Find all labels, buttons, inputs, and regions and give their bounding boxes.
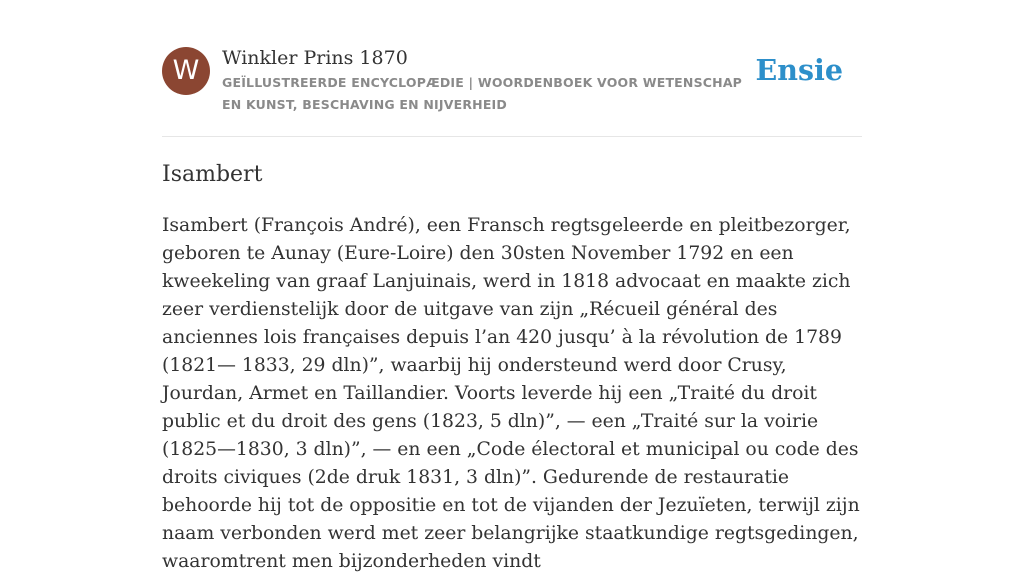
- source-subtitle: GEÏLLUSTREERDE ENCYCLOPÆDIE | WOORDENBOEK VOOR WETENSCHAP EN KUNST, BESCHAVING EN NIJVERHEID: [222, 75, 743, 112]
- source-header: [162, 46, 862, 137]
- entry-title: Isambert: [162, 162, 263, 187]
- ensie-logo[interactable]: Ensie: [755, 53, 843, 87]
- source-title[interactable]: Winkler Prins 1870: [222, 47, 408, 69]
- source-avatar[interactable]: W: [162, 47, 210, 95]
- entry-body: Isambert (François André), een Fransch regtsgeleerde en pleitbezorger, geboren te Aunay (Eure-Loire) den 30sten November 1792 en een kweekeling van graaf Lanjuinais, werd in 1818 advocaat en maakte zich zeer verdienstelijk door de uitgave van zijn „Récueil général des anciennes lois françaises depuis l’an 420 jusqu’ à la révolution de 1789 (1821— 1833, 29 dln)”, waarbij hij ondersteund werd door Crusy, Jourdan, Armet en Taillandier. Voorts leverde hij een „Traité du droit public et du droit des gens (1823, 5 dln)”, — een „Traité sur la voirie (1825—1830, 3 dln)”, — en een „Code électoral et municipal ou code des droits civiques (2de druk 1831, 3 dln)”. Gedurende de restauratie behoorde hij tot de oppositie en tot de vijanden der Jezuïeten, terwijl zijn naam verbonden werd met zeer belangrijke staatkundige regtsgedingen, waaromtrent men bijzonderheden vindt: [162, 215, 860, 572]
